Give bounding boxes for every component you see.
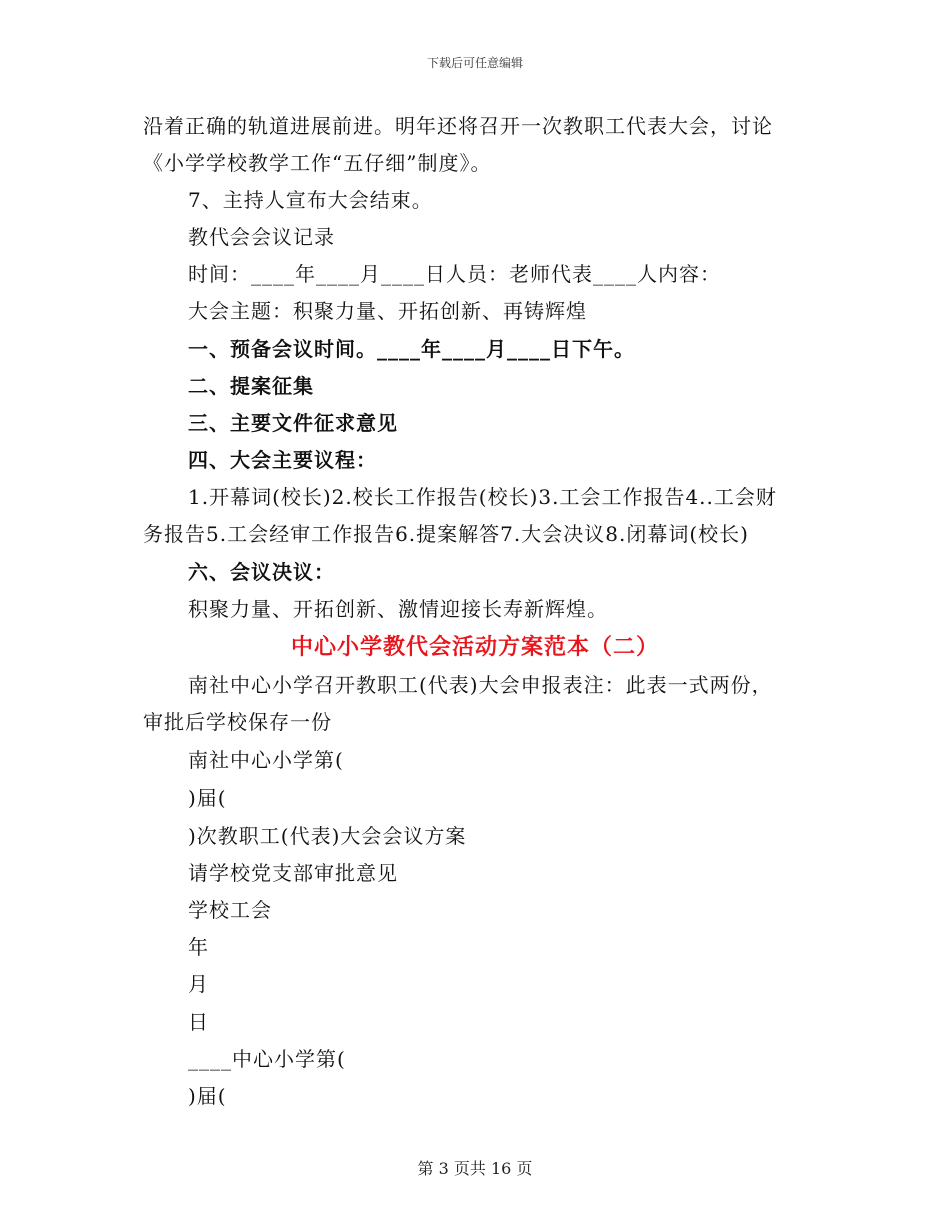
- section-line-6: 请学校党支部审批意见: [188, 861, 398, 885]
- section-line-8: 年: [188, 935, 209, 959]
- section-line-4: )届(: [188, 786, 227, 810]
- section-line-12: )届(: [188, 1084, 227, 1108]
- section-line-5: )次教职工(代表)大会会议方案: [188, 824, 467, 848]
- header-note: 下载后可任意编辑: [426, 56, 523, 70]
- agenda-line-1: 1.开幕词(校长)2.校长工作报告(校长)3.工会工作报告4..工会财: [188, 485, 777, 509]
- section-line-11: ____中心小学第(: [188, 1047, 346, 1071]
- page-number: 第 3 页共 16 页: [417, 1159, 533, 1178]
- resolution-text: 积聚力量、开拓创新、激情迎接长寿新辉煌。: [188, 597, 608, 621]
- section-line-3: 南社中心小学第(: [188, 748, 344, 772]
- body-line-3: 7、主持人宣布大会结束。: [188, 188, 433, 212]
- heading-documents: 三、主要文件征求意见: [188, 411, 398, 435]
- body-line-5: 时间：____年____月____日人员：老师代表____人内容：: [188, 262, 721, 286]
- section-line-7: 学校工会: [188, 898, 272, 922]
- heading-prep-meeting: 一、预备会议时间。____年____月____日下午。: [188, 337, 635, 361]
- heading-agenda: 四、大会主要议程：: [188, 448, 377, 472]
- section-line-1: 南社中心小学召开教职工(代表)大会申报表注：此表一式两份，: [188, 673, 773, 697]
- heading-proposals: 二、提案征集: [188, 374, 314, 398]
- heading-resolution: 六、会议决议：: [188, 560, 335, 584]
- section-line-10: 日: [188, 1010, 209, 1034]
- section-title: 中心小学教代会活动方案范本（二）: [290, 634, 659, 660]
- body-line-4: 教代会会议记录: [188, 225, 335, 249]
- body-line-6: 大会主题：积聚力量、开拓创新、再铸辉煌: [188, 299, 587, 323]
- section-line-2: 审批后学校保存一份: [143, 710, 332, 734]
- section-line-9: 月: [188, 972, 209, 996]
- body-line-1: 沿着正确的轨道进展前进。明年还将召开一次教职工代表大会，讨论: [143, 114, 773, 138]
- agenda-line-2: 务报告5.工会经审工作报告6.提案解答7.大会决议8.闭幕词(校长): [143, 522, 749, 546]
- body-line-2: 《小学学校教学工作“五仔细”制度》。: [143, 151, 492, 175]
